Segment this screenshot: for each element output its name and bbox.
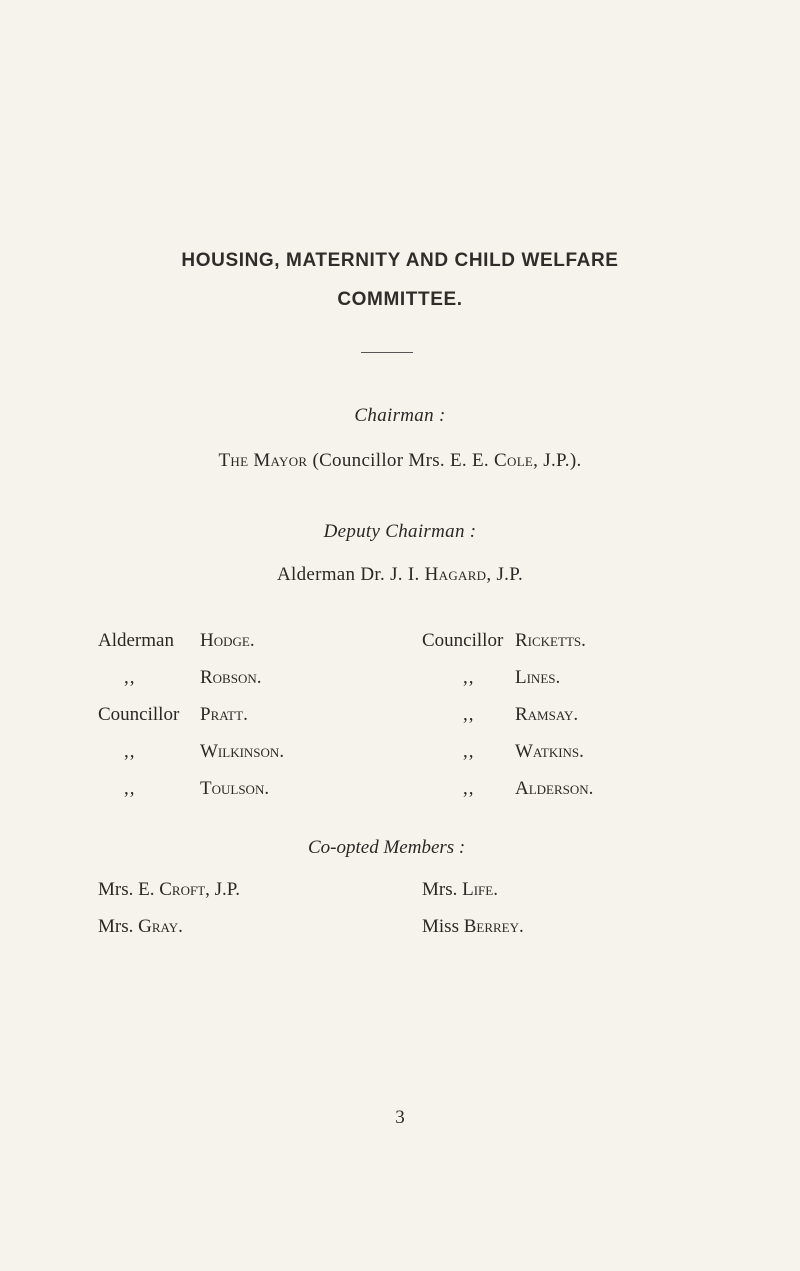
member-right-5-name: Alderson. — [515, 778, 594, 799]
deputy-label: Deputy Chairman : — [323, 521, 477, 542]
member-right-3-title: ,, — [463, 704, 475, 725]
member-right-1-name: Ricketts. — [515, 630, 586, 651]
coopted-left-2: Mrs. Gray. — [98, 916, 183, 937]
member-right-5-title: ,, — [463, 778, 475, 799]
member-left-2-name: Robson. — [200, 667, 262, 688]
title-line-2: COMMITTEE. — [337, 289, 463, 310]
chairman-line: The Mayor (Councillor Mrs. E. E. Cole, J.P.). — [218, 450, 582, 471]
member-left-3-name: Pratt. — [200, 704, 248, 725]
member-left-1-title: Alderman — [98, 630, 174, 651]
member-left-1-name: Hodge. — [200, 630, 255, 651]
separator-rule — [361, 352, 413, 353]
member-left-5-title: ,, — [124, 778, 136, 799]
member-left-3-title: Councillor — [98, 704, 180, 725]
member-left-4-title: ,, — [124, 741, 136, 762]
member-left-4-name: Wilkinson. — [200, 741, 285, 762]
coopted-label: Co-opted Members : — [308, 837, 466, 858]
title-line-1: HOUSING, MATERNITY AND CHILD WELFARE — [181, 250, 619, 271]
member-left-2-title: ,, — [124, 667, 136, 688]
chairman-label: Chairman : — [354, 405, 446, 426]
coopted-left-1: Mrs. E. Croft, J.P. — [98, 879, 240, 900]
member-right-3-name: Ramsay. — [515, 704, 579, 725]
member-right-2-name: Lines. — [515, 667, 561, 688]
member-right-4-name: Watkins. — [515, 741, 584, 762]
coopted-right-1: Mrs. Life. — [422, 879, 498, 900]
page-number: 3 — [395, 1107, 405, 1128]
member-right-1-title: Councillor — [422, 630, 504, 651]
member-left-5-name: Toulson. — [200, 778, 270, 799]
coopted-right-2: Miss Berrey. — [422, 916, 524, 937]
deputy-line: Alderman Dr. J. I. Hagard, J.P. — [276, 564, 524, 585]
member-right-4-title: ,, — [463, 741, 475, 762]
member-right-2-title: ,, — [463, 667, 475, 688]
